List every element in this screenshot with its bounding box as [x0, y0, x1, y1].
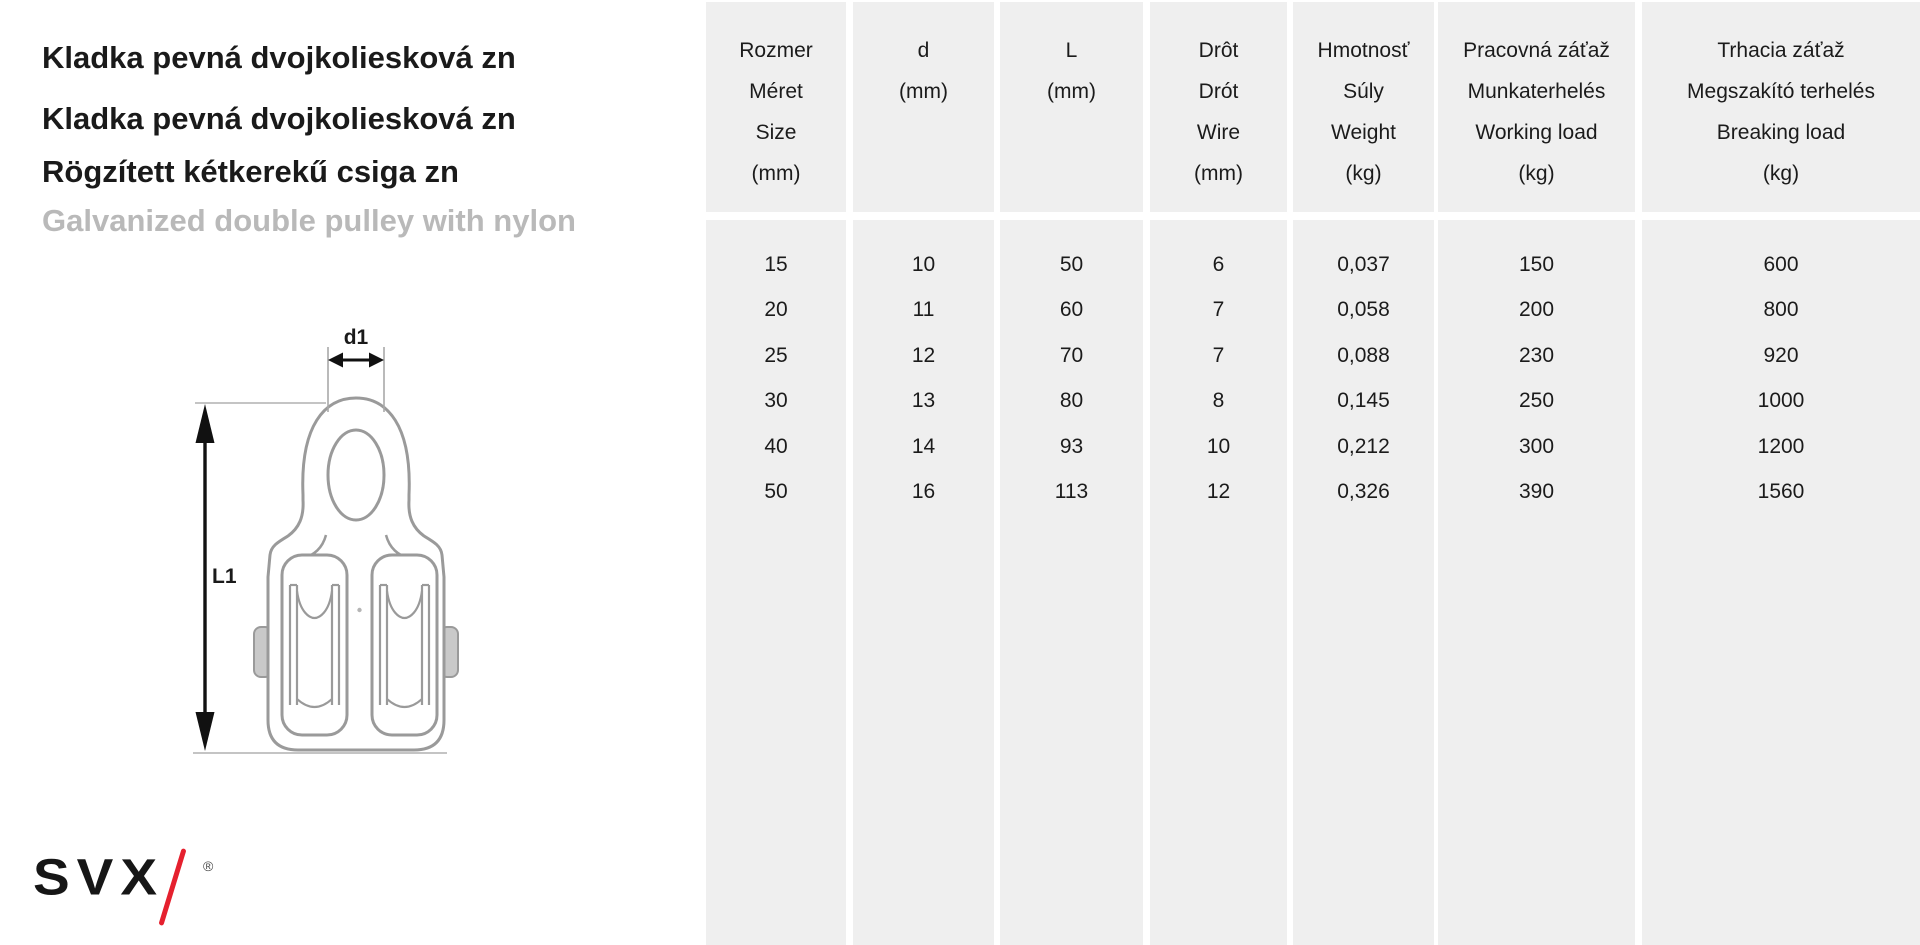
product-title-cz: Kladka pevná dvojkoliesková zn — [42, 101, 516, 136]
table-cell: 10 — [1206, 434, 1231, 458]
header-cell: Munkaterhelés — [1467, 80, 1606, 103]
header-cell: Working load — [1475, 121, 1598, 144]
table-cell: 300 — [1518, 434, 1555, 458]
table-cell: 0,326 — [1337, 479, 1390, 503]
table-cell: 1200 — [1757, 434, 1805, 458]
table-header-column-size — [706, 2, 846, 212]
table-cell: 390 — [1518, 479, 1555, 503]
table-body-column-breaking-load — [1642, 220, 1920, 945]
product-title-hu: Rögzített kétkerekű csiga zn — [42, 154, 459, 189]
table-cell: 16 — [911, 479, 936, 503]
header-cell: Súly — [1343, 80, 1384, 103]
table-cell: 800 — [1763, 298, 1799, 322]
table-header-column-breaking-load — [1642, 2, 1920, 212]
header-cell: Trhacia záťaž — [1717, 39, 1845, 62]
table-header-column-working-load — [1438, 2, 1635, 212]
table-cell: 150 — [1518, 253, 1555, 276]
table-header-column-weight — [1293, 2, 1434, 212]
table-cell: 7 — [1212, 343, 1225, 367]
table-cell: 70 — [1059, 343, 1084, 367]
product-title-sk: Kladka pevná dvojkoliesková zn — [42, 40, 516, 75]
table-cell: 920 — [1763, 343, 1799, 367]
header-cell: Drót — [1198, 80, 1239, 103]
axle-center-dot — [357, 608, 361, 612]
table-cell: 1000 — [1757, 389, 1805, 413]
header-cell: Size — [755, 121, 797, 144]
table-body-column-weight — [1293, 220, 1434, 945]
table-cell: 12 — [911, 343, 936, 367]
table-cell: 30 — [764, 389, 788, 413]
table-cell: 113 — [1054, 479, 1089, 503]
eye-hole — [328, 430, 384, 520]
header-cell: (kg) — [1762, 162, 1800, 185]
header-cell: Rozmer — [739, 39, 813, 62]
table-cell: 10 — [911, 253, 936, 276]
header-cell: d — [917, 39, 930, 62]
table-cell: 11 — [912, 298, 935, 322]
d1-dimension-arrow — [328, 353, 384, 368]
table-header-column-d — [853, 2, 994, 212]
table-header-column-wire — [1150, 2, 1287, 212]
table-cell: 93 — [1059, 434, 1084, 458]
table-cell: 80 — [1059, 389, 1084, 413]
table-cell: 40 — [764, 434, 788, 458]
table-cell: 14 — [911, 434, 936, 458]
table-body-column-d — [853, 220, 994, 945]
registered-trademark-icon: ® — [203, 858, 214, 874]
header-cell: (mm) — [1047, 80, 1096, 103]
header-cell: Pracovná záťaž — [1463, 39, 1610, 62]
table-cell: 25 — [764, 343, 788, 367]
header-cell: Méret — [749, 80, 803, 103]
header-cell: (kg) — [1518, 162, 1555, 185]
table-cell: 0,145 — [1337, 389, 1390, 413]
table-cell: 600 — [1763, 253, 1799, 276]
product-title-en: Galvanized double pulley with nylon — [42, 203, 576, 238]
table-cell: 6 — [1212, 253, 1225, 276]
table-cell: 15 — [764, 253, 788, 276]
header-cell: (mm) — [899, 80, 948, 103]
table-body-column-working-load — [1438, 220, 1635, 945]
table-cell: 1560 — [1757, 479, 1805, 503]
table-cell: 200 — [1518, 298, 1555, 322]
table-cell: 50 — [1059, 253, 1084, 276]
table-cell: 13 — [911, 389, 936, 413]
table-cell: 12 — [1206, 479, 1231, 503]
header-cell: (mm) — [1194, 162, 1243, 185]
table-cell: 0,212 — [1337, 434, 1390, 458]
table-body-column-size — [706, 220, 846, 945]
header-cell: Wire — [1196, 121, 1241, 144]
table-body-column-L — [1000, 220, 1143, 945]
svx-logo-text: SVX — [33, 848, 165, 906]
table-header-column-L — [1000, 2, 1143, 212]
table-cell: 60 — [1059, 298, 1084, 322]
header-cell: (kg) — [1345, 162, 1382, 185]
table-cell: 0,088 — [1337, 343, 1390, 367]
table-cell: 0,037 — [1337, 253, 1390, 276]
table-cell: 0,058 — [1337, 298, 1390, 322]
header-cell: Hmotnosť — [1317, 39, 1410, 62]
l1-label: L1 — [212, 565, 237, 588]
table-cell: 8 — [1212, 389, 1225, 413]
table-cell: 20 — [764, 298, 788, 322]
table-cell: 7 — [1212, 298, 1225, 322]
header-cell: Breaking load — [1716, 121, 1846, 144]
table-cell: 50 — [764, 479, 788, 503]
table-cell: 250 — [1518, 389, 1555, 413]
technical-drawing — [150, 295, 470, 765]
d1-label: d1 — [343, 326, 369, 349]
header-cell: Drôt — [1198, 39, 1239, 62]
header-cell: L — [1065, 39, 1078, 62]
header-cell: (mm) — [751, 162, 801, 185]
header-cell: Weight — [1331, 121, 1396, 144]
table-body-column-wire — [1150, 220, 1287, 945]
table-cell: 230 — [1518, 343, 1555, 367]
svx-logo — [33, 848, 243, 944]
header-cell: Megszakító terhelés — [1687, 80, 1875, 103]
